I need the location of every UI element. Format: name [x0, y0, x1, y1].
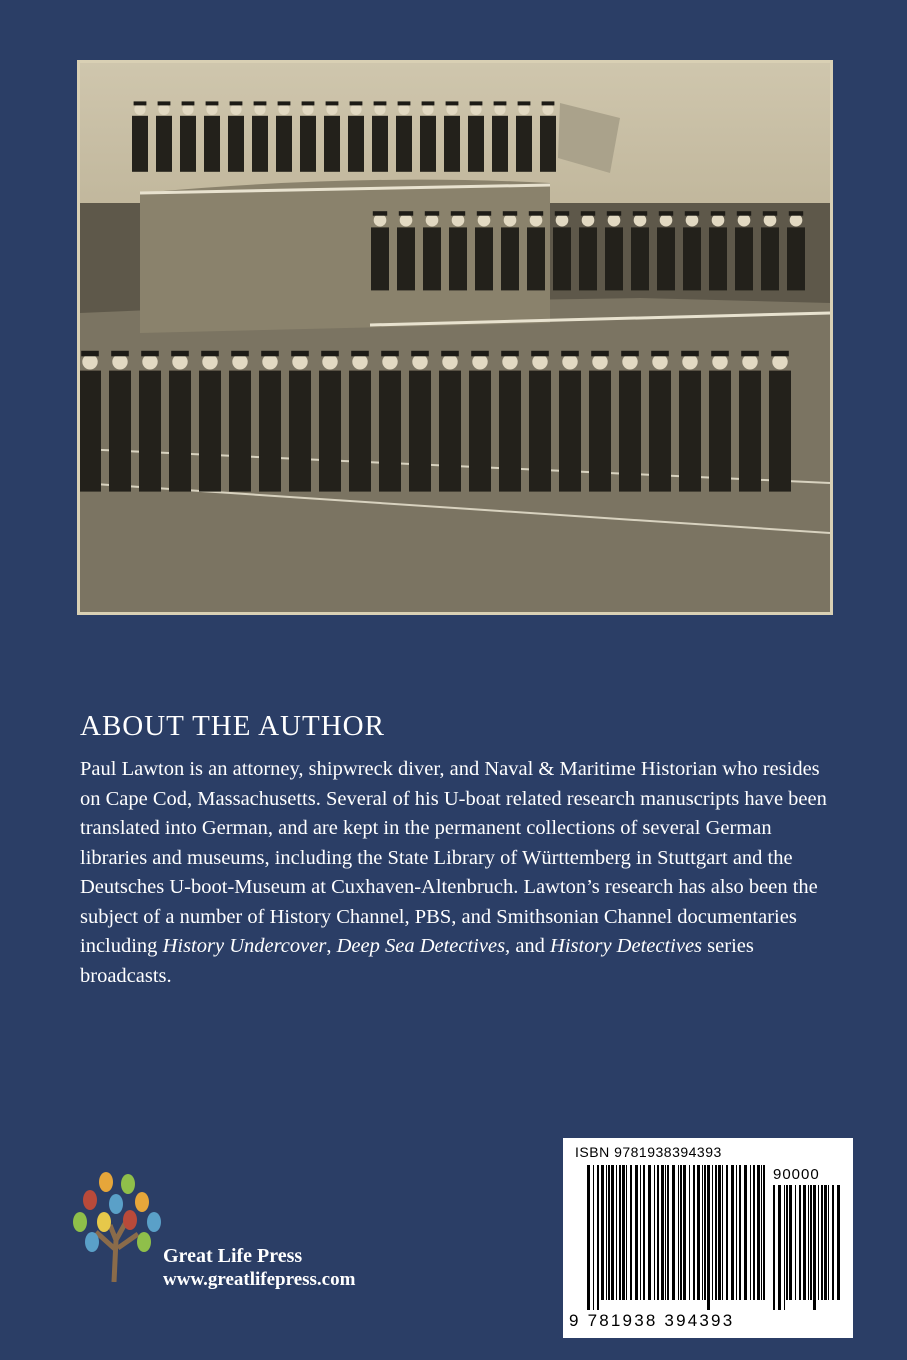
about-text-end: series broadcasts.	[80, 935, 754, 987]
crew-head	[382, 354, 397, 369]
barcode-bar	[704, 1165, 706, 1300]
crew-cap	[302, 101, 315, 105]
crew-body	[324, 116, 340, 172]
about-sep-2: and	[510, 935, 551, 957]
crew-head	[518, 104, 529, 115]
crew-head	[652, 354, 667, 369]
crew-cap	[278, 101, 291, 105]
about-sep-1: ,	[326, 935, 337, 957]
crew-head	[262, 354, 277, 369]
crew-head	[82, 354, 97, 369]
barcode-bar	[606, 1165, 607, 1300]
crew-body	[444, 116, 460, 172]
barcode-bar	[744, 1165, 747, 1300]
cover-photo-frame	[77, 60, 833, 615]
crew-cap	[398, 101, 411, 105]
crew-cap	[501, 351, 519, 357]
crew-head	[254, 104, 265, 115]
barcode-bar	[712, 1165, 713, 1300]
barcode-bar	[778, 1185, 781, 1310]
crew-body	[605, 227, 623, 290]
crew-head	[230, 104, 241, 115]
crew-body	[379, 371, 401, 492]
crew-cap	[711, 211, 725, 216]
crew-body	[449, 227, 467, 290]
barcode-bar	[837, 1185, 840, 1300]
crew-cap	[446, 101, 459, 105]
about-paragraph	[80, 755, 840, 991]
crew-head	[556, 214, 569, 227]
crew-cap	[555, 211, 569, 216]
crew-body	[371, 227, 389, 290]
crew-head	[608, 214, 621, 227]
barcode-bar	[657, 1165, 659, 1300]
crew-head	[622, 354, 637, 369]
barcode-bar	[648, 1165, 651, 1300]
crew-photo	[80, 63, 830, 612]
crew-cap	[477, 211, 491, 216]
crew-body	[679, 371, 701, 492]
barcode-bar	[611, 1165, 614, 1300]
crew-head	[134, 104, 145, 115]
crew-body	[180, 116, 196, 172]
barcode-bar	[718, 1165, 721, 1300]
crew-body	[423, 227, 441, 290]
crew-body	[199, 371, 221, 492]
crew-head	[772, 354, 787, 369]
barcode-bar	[587, 1165, 590, 1310]
crew-cap	[789, 211, 803, 216]
crew-head	[530, 214, 543, 227]
crew-body	[439, 371, 461, 492]
title-deep-sea-detectives: Deep Sea Detectives,	[336, 935, 511, 957]
barcode-bar	[818, 1185, 819, 1300]
crew-head	[158, 104, 169, 115]
crew-body	[559, 371, 581, 492]
crew-head	[442, 354, 457, 369]
crew-body	[132, 116, 148, 172]
barcode-bar	[803, 1185, 806, 1300]
crew-cap	[141, 351, 159, 357]
crew-head	[478, 214, 491, 227]
crew-cap	[451, 211, 465, 216]
barcode-bar	[789, 1185, 792, 1300]
crew-head	[374, 214, 387, 227]
crew-cap	[681, 351, 699, 357]
crew-cap	[206, 101, 219, 105]
barcode-bar	[608, 1165, 610, 1300]
crew-cap	[685, 211, 699, 216]
crew-body	[289, 371, 311, 492]
crew-cap	[231, 351, 249, 357]
barcode-bar	[832, 1185, 834, 1300]
crew-body	[259, 371, 281, 492]
crew-cap	[737, 211, 751, 216]
crew-head	[592, 354, 607, 369]
crew-head	[302, 104, 313, 115]
flag	[558, 103, 620, 173]
crew-head	[206, 104, 217, 115]
crew-cap	[81, 351, 99, 357]
crew-cap	[591, 351, 609, 357]
crew-cap	[651, 351, 669, 357]
barcode-bar	[786, 1185, 788, 1300]
crew-head	[686, 214, 699, 227]
crew-head	[400, 214, 413, 227]
crew-cap	[374, 101, 387, 105]
title-history-detectives: History Detectives	[550, 935, 703, 957]
barcode-bar	[693, 1165, 695, 1300]
crew-body	[139, 371, 161, 492]
crew-body	[169, 371, 191, 492]
crew-cap	[182, 101, 195, 105]
crew-cap	[111, 351, 129, 357]
barcode-bar	[761, 1165, 762, 1300]
barcode-bar	[601, 1165, 604, 1300]
publisher-url[interactable]: www.greatlifepress.com	[163, 1269, 356, 1290]
ean-barcode-bars	[587, 1165, 767, 1310]
isbn-digits: 9 781938 394393	[569, 1311, 735, 1330]
tree-logo-icon	[66, 1170, 166, 1282]
barcode-bar	[667, 1165, 669, 1300]
crew-cap	[633, 211, 647, 216]
crew-body	[501, 227, 519, 290]
barcode-bar	[697, 1165, 700, 1300]
barcode-bar	[593, 1165, 594, 1310]
crew-body	[319, 371, 341, 492]
crew-head	[562, 354, 577, 369]
crew-body	[787, 227, 805, 290]
barcode-bar	[616, 1165, 617, 1300]
crew-cap	[529, 211, 543, 216]
crew-photo-illustration	[80, 63, 830, 612]
crew-head	[142, 354, 157, 369]
crew-cap	[350, 101, 363, 105]
crew-cap	[531, 351, 549, 357]
crew-body	[709, 227, 727, 290]
crew-cap	[134, 101, 147, 105]
crew-head	[112, 354, 127, 369]
crew-cap	[711, 351, 729, 357]
crew-body	[348, 116, 364, 172]
crew-head	[502, 354, 517, 369]
barcode-bar	[672, 1165, 675, 1300]
crew-head	[470, 104, 481, 115]
barcode-bar	[630, 1165, 632, 1300]
crew-head	[494, 104, 505, 115]
crew-cap	[425, 211, 439, 216]
crew-cap	[763, 211, 777, 216]
crew-head	[712, 354, 727, 369]
barcode-bar	[715, 1165, 717, 1300]
crew-head	[742, 354, 757, 369]
crew-body	[397, 227, 415, 290]
crew-cap	[351, 351, 369, 357]
crew-cap	[201, 351, 219, 357]
crew-cap	[741, 351, 759, 357]
crew-head	[764, 214, 777, 227]
crew-body	[80, 371, 101, 492]
crew-head	[278, 104, 289, 115]
crew-cap	[261, 351, 279, 357]
crew-body	[527, 227, 545, 290]
barcode-bar	[707, 1165, 710, 1310]
crew-cap	[561, 351, 579, 357]
crew-cap	[494, 101, 507, 105]
crew-cap	[326, 101, 339, 105]
barcode-bar	[689, 1165, 690, 1300]
crew-cap	[321, 351, 339, 357]
crew-body	[475, 227, 493, 290]
crew-head	[660, 214, 673, 227]
crew-body	[540, 116, 556, 172]
crew-head	[712, 214, 725, 227]
crew-body	[619, 371, 641, 492]
crew-head	[472, 354, 487, 369]
crew-body	[769, 371, 791, 492]
barcode-bar	[680, 1165, 682, 1300]
barcode-bar	[643, 1165, 645, 1300]
crew-cap	[254, 101, 267, 105]
crew-body	[683, 227, 701, 290]
crew-cap	[291, 351, 309, 357]
crew-head	[634, 214, 647, 227]
crew-body	[499, 371, 521, 492]
barcode-bar	[654, 1165, 655, 1300]
crew-body	[492, 116, 508, 172]
crew-body	[631, 227, 649, 290]
crew-cap	[381, 351, 399, 357]
crew-body	[396, 116, 412, 172]
crew-body	[276, 116, 292, 172]
crew-head	[582, 214, 595, 227]
crew-cap	[441, 351, 459, 357]
crew-cap	[471, 351, 489, 357]
crew-body	[420, 116, 436, 172]
barcode-bar	[821, 1185, 823, 1300]
crew-body	[709, 371, 731, 492]
crew-body	[469, 371, 491, 492]
crew-cap	[659, 211, 673, 216]
crew-body	[349, 371, 371, 492]
crew-body	[579, 227, 597, 290]
crew-cap	[171, 351, 189, 357]
crew-body	[229, 371, 251, 492]
crew-body	[589, 371, 611, 492]
crew-head	[398, 104, 409, 115]
barcode-bar	[622, 1165, 625, 1300]
crew-body	[300, 116, 316, 172]
crew-body	[409, 371, 431, 492]
crew-head	[172, 354, 187, 369]
barcode-bar	[619, 1165, 621, 1300]
crew-head	[682, 354, 697, 369]
barcode-bar	[665, 1165, 666, 1300]
barcode-bar	[795, 1185, 796, 1300]
barcode-bar	[757, 1165, 760, 1300]
barcode-bar	[726, 1165, 728, 1300]
barcode-bar	[640, 1165, 641, 1300]
barcode-bar	[702, 1165, 703, 1300]
crew-cap	[503, 211, 517, 216]
crew-head	[374, 104, 385, 115]
crew-head	[452, 214, 465, 227]
crew-head	[182, 104, 193, 115]
barcode-bar	[626, 1165, 627, 1300]
crew-cap	[542, 101, 555, 105]
crew-cap	[621, 351, 639, 357]
barcode-bar	[763, 1165, 765, 1300]
publisher-name: Great Life Press	[163, 1245, 303, 1267]
crew-body	[109, 371, 131, 492]
crew-body	[228, 116, 244, 172]
about-text-main: Paul Lawton is an attorney, shipwreck diver, and Naval & Maritime Historian who resides on Cape Cod, Massachusetts. Several of his U-boat related research manuscripts have been translated into German, and are kept in the permanent collections of several German libraries and museums, including the State Library of Württemberg in Stuttgart and the Deutsches U-boot-Museum at Cuxhaven-Altenbruch. Lawton’s research has also been the subject of a number of History Channel, PBS, and Smithsonian Channel documentaries including	[80, 758, 827, 957]
barcode-bar	[722, 1165, 723, 1300]
crew-body	[529, 371, 551, 492]
crew-head	[446, 104, 457, 115]
crew-head	[542, 104, 553, 115]
crew-body	[657, 227, 675, 290]
crew-cap	[518, 101, 531, 105]
crew-cap	[158, 101, 171, 105]
barcode-bar	[736, 1165, 737, 1300]
barcode-bar	[739, 1165, 741, 1300]
barcode-bar	[799, 1185, 801, 1300]
crew-head	[352, 354, 367, 369]
crew-cap	[399, 211, 413, 216]
crew-head	[232, 354, 247, 369]
barcode-bar	[773, 1185, 775, 1310]
crew-cap	[230, 101, 243, 105]
crew-head	[202, 354, 217, 369]
crew-body	[649, 371, 671, 492]
barcode-bar	[635, 1165, 638, 1300]
price-code: 90000	[773, 1166, 820, 1183]
crew-head	[504, 214, 517, 227]
barcode-bar	[824, 1185, 827, 1300]
barcode-bar	[753, 1165, 755, 1300]
barcode-bar	[661, 1165, 664, 1300]
crew-cap	[771, 351, 789, 357]
crew-body	[252, 116, 268, 172]
crew-cap	[373, 211, 387, 216]
barcode-bar	[813, 1185, 816, 1310]
addon-barcode-bars	[773, 1185, 841, 1310]
crew-cap	[411, 351, 429, 357]
crew-body	[204, 116, 220, 172]
barcode-bar	[731, 1165, 734, 1300]
barcode-bar	[678, 1165, 679, 1300]
title-history-undercover: History Undercover	[162, 935, 327, 957]
crew-body	[468, 116, 484, 172]
barcode-bar	[784, 1185, 785, 1310]
about-heading: ABOUT THE AUTHOR	[80, 710, 385, 742]
crew-cap	[422, 101, 435, 105]
crew-head	[790, 214, 803, 227]
crew-cap	[581, 211, 595, 216]
crew-body	[372, 116, 388, 172]
crew-head	[532, 354, 547, 369]
barcode-bar	[597, 1165, 599, 1310]
crew-body	[156, 116, 172, 172]
crew-body	[761, 227, 779, 290]
crew-body	[739, 371, 761, 492]
isbn-label: ISBN 9781938394393	[575, 1144, 722, 1160]
barcode-bar	[808, 1185, 809, 1300]
crew-body	[735, 227, 753, 290]
crew-head	[322, 354, 337, 369]
crew-head	[412, 354, 427, 369]
crew-head	[426, 214, 439, 227]
crew-head	[350, 104, 361, 115]
crew-head	[738, 214, 751, 227]
barcode-bar	[810, 1185, 812, 1300]
crew-body	[553, 227, 571, 290]
crew-cap	[607, 211, 621, 216]
isbn-barcode	[563, 1138, 853, 1338]
crew-body	[516, 116, 532, 172]
crew-cap	[470, 101, 483, 105]
crew-head	[292, 354, 307, 369]
crew-head	[422, 104, 433, 115]
crew-head	[326, 104, 337, 115]
barcode-bar	[683, 1165, 686, 1300]
barcode-bar	[828, 1185, 829, 1300]
barcode-bar	[750, 1165, 751, 1300]
